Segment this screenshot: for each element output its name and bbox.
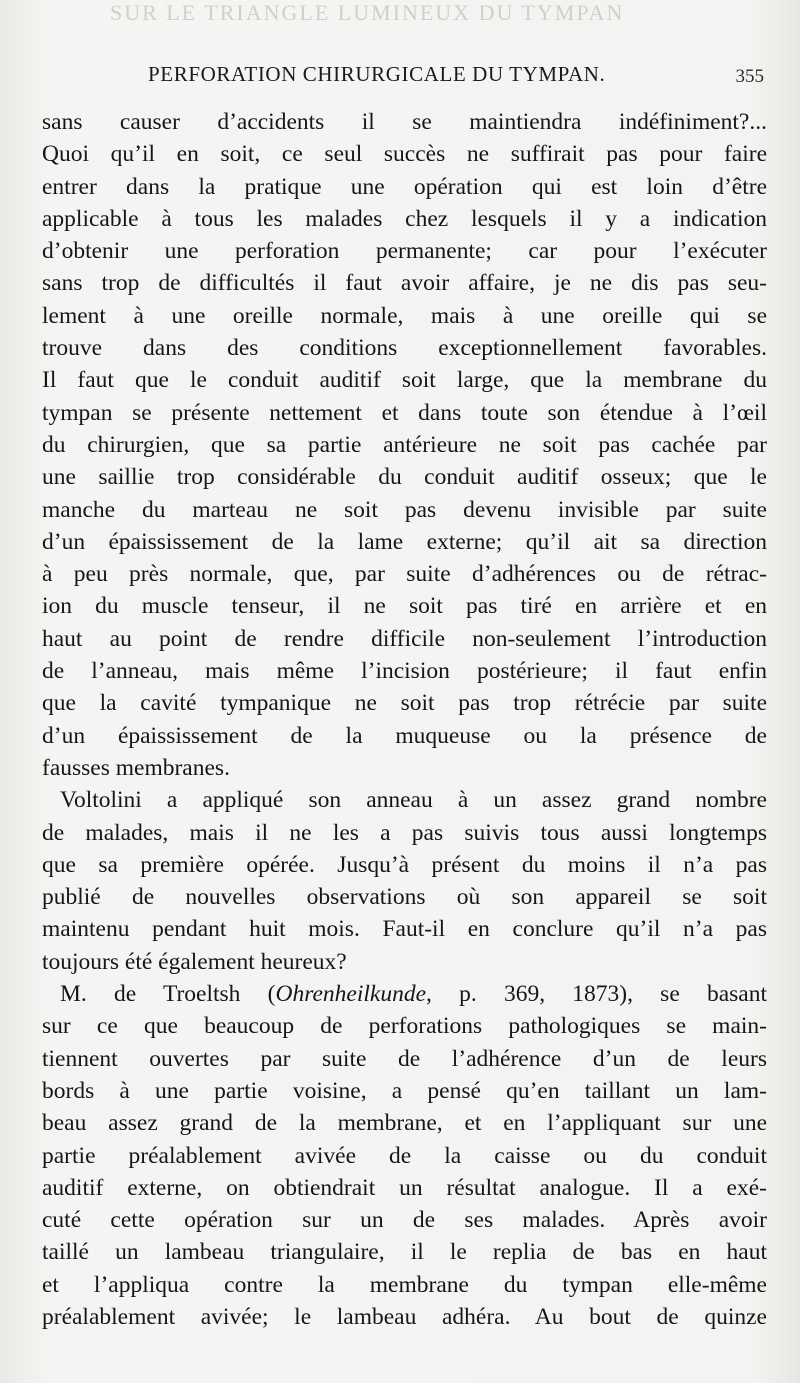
text-line: bords à une partie voisine, a pensé qu’en taillant un lam- <box>42 1077 767 1104</box>
text-line: entrer dans la pratique une opération qui est loin d’être <box>42 173 767 200</box>
text-line-with-citation <box>42 978 767 1010</box>
text-line: de malades, mais il ne les a pas suivis tous aussi longtemps <box>42 819 767 846</box>
page-header <box>0 62 800 98</box>
text-line: d’obtenir une perforation permanente; car pour l’exécuter <box>42 238 767 265</box>
text-line: tympan se présente nettement et dans toute son étendue à l’œil <box>42 399 767 426</box>
text-line: auditif externe, on obtiendrait un résultat analogue. Il a exé- <box>42 1174 767 1201</box>
text-line: fausses membranes. <box>42 754 230 781</box>
text-line: manche du marteau ne soit pas devenu invisible par suite <box>42 496 767 523</box>
page-number: 355 <box>735 66 764 87</box>
text-line: maintenu pendant huit mois. Faut-il en conclure qu’il n’a pas <box>42 916 767 943</box>
text-line: lement à une oreille normale, mais à une oreille qui se <box>42 302 767 329</box>
text-line: préalablement avivée; le lambeau adhéra. Au bout de quinze <box>42 1303 767 1330</box>
citation-lead: M. de Troeltsh ( <box>60 981 276 1008</box>
text-line: toujours été également heureux? <box>42 948 347 975</box>
text-line: haut au point de rendre difficile non-seulement l’introduction <box>42 625 767 652</box>
text-line: Voltolini a appliqué son anneau à un assez grand nombre <box>60 787 767 814</box>
text-line: une saillie trop considérable du conduit auditif osseux; que le <box>42 464 767 491</box>
text-line: du chirurgien, que sa partie antérieure ne soit pas cachée par <box>42 431 767 458</box>
body-text <box>42 106 767 1333</box>
text-line: sans causer d’accidents il se maintiendra indéfiniment?... <box>42 109 767 135</box>
text-line: d’un épaississement de la lame externe; qu’il ait sa direction <box>42 528 767 555</box>
text-line: ion du muscle tenseur, il ne soit pas tiré en arrière et en <box>42 593 767 620</box>
text-line: partie préalablement avivée de la caisse ou du conduit <box>42 1142 767 1169</box>
text-line: que sa première opérée. Jusqu’à présent du moins il n’a pas <box>42 851 767 878</box>
text-line: Quoi qu’il en soit, ce seul succès ne suffirait pas pour faire <box>42 141 767 168</box>
text-line: de l’anneau, mais même l’incision postérieure; il faut enfin <box>42 658 767 685</box>
bleed-through-text: SUR LE TRIANGLE LUMINEUX DU TYMPAN <box>110 0 625 25</box>
text-line: beau assez grand de la membrane, et en l’appliquant sur une <box>42 1110 767 1137</box>
text-line: sur ce que beaucoup de perforations pathologiques se main- <box>42 1013 767 1040</box>
text-line: à peu près normale, que, par suite d’adhérences ou de rétrac- <box>42 561 767 588</box>
text-line: trouve dans des conditions exceptionnellement favorables. <box>42 335 767 362</box>
text-line: sans trop de difficultés il faut avoir affaire, je ne dis pas seu- <box>42 270 767 297</box>
citation-tail: , p. 369, 1873), se basant <box>426 981 768 1008</box>
text-line: tiennent ouvertes par suite de l’adhérence d’un de leurs <box>42 1045 767 1072</box>
text-line: taillé un lambeau triangulaire, il le replia de bas en haut <box>42 1239 767 1266</box>
text-line: d’un épaississement de la muqueuse ou la présence de <box>42 722 767 749</box>
text-line: cuté cette opération sur un de ses malades. Après avoir <box>42 1207 767 1234</box>
book-title-italic: Ohrenheilkunde <box>275 981 427 1008</box>
text-line: et l’appliqua contre la membrane du tympan elle-même <box>42 1271 767 1298</box>
text-line: applicable à tous les malades chez lesquels il y a indication <box>42 205 767 232</box>
text-line: Il faut que le conduit auditif soit large, que la membrane du <box>42 367 767 394</box>
running-head: PERFORATION CHIRURGICALE DU TYMPAN. <box>148 62 606 86</box>
text-line: que la cavité tympanique ne soit pas trop rétrécie par suite <box>42 690 767 717</box>
text-line: publié de nouvelles observations où son appareil se soit <box>42 884 767 911</box>
